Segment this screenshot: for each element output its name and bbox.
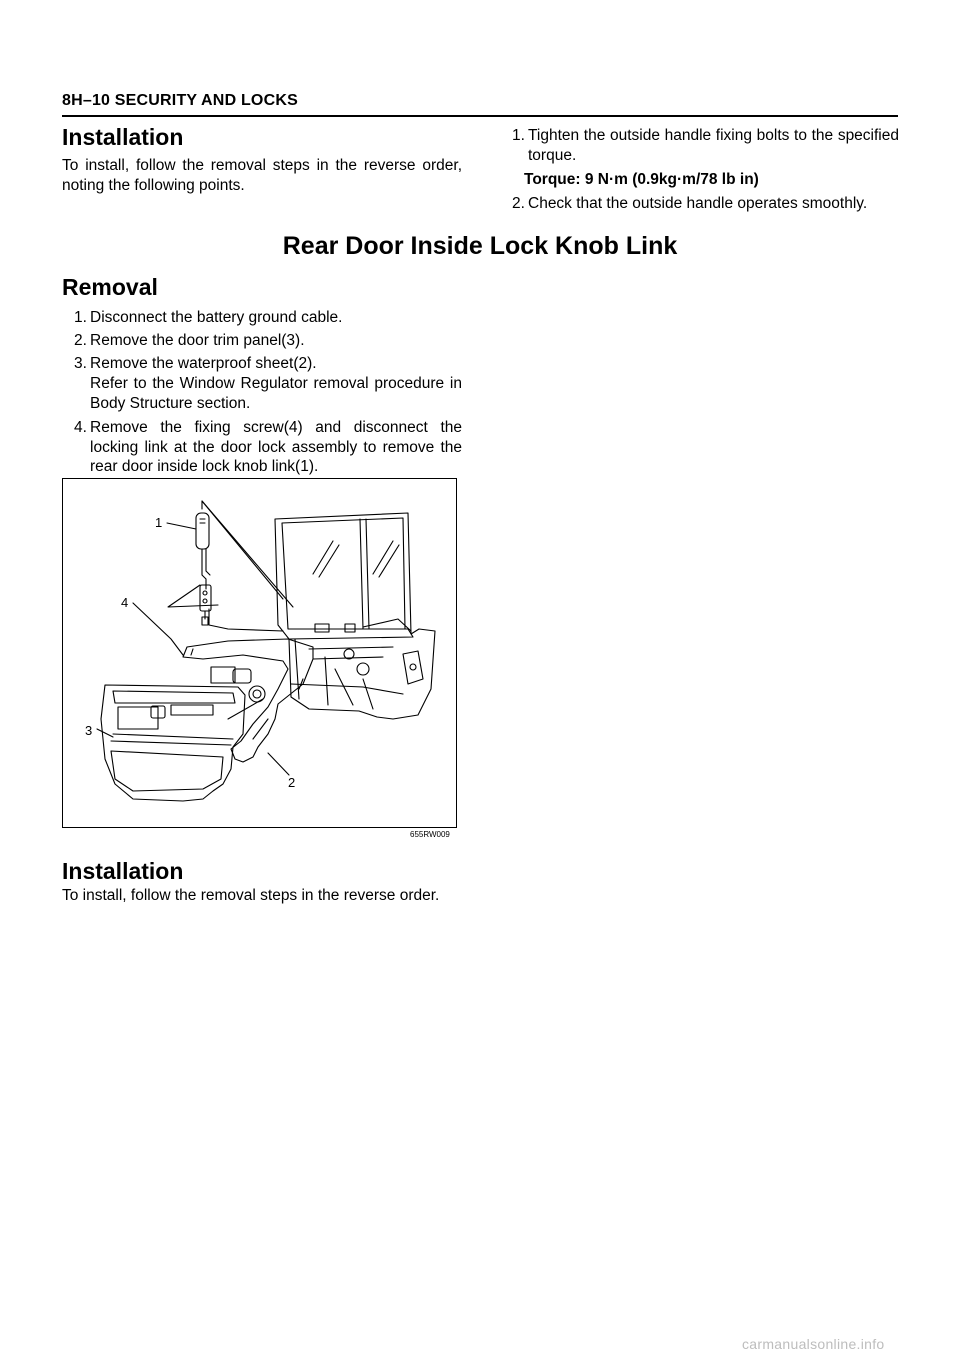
removal-step-3 <box>74 354 462 374</box>
torque-spec: Torque: 9 N·m (0.9kg·m/78 lb in) <box>524 171 759 188</box>
door-trim-panel <box>101 667 245 801</box>
door-diagram <box>63 479 456 827</box>
step-number: 3. <box>74 355 87 372</box>
removal-heading: Removal <box>62 274 158 300</box>
callout-2: 2 <box>288 775 296 790</box>
step-text: Check that the outside handle operates smoothly. <box>528 195 868 212</box>
installation-step-1 <box>512 126 899 166</box>
step-number: 1. <box>74 309 87 326</box>
step-number: 1. <box>512 127 525 144</box>
step-text: Remove the fixing screw(4) and disconnect the locking link at the door lock assembly to remove the rear door inside lock knob link(1). <box>90 419 462 475</box>
installation-step-2 <box>512 194 899 214</box>
removal-step-4 <box>74 418 462 478</box>
page-header: 8H–10 SECURITY AND LOCKS <box>62 92 298 109</box>
installation-heading-2: Installation <box>62 858 184 884</box>
figure-code: 655RW009 <box>410 830 450 839</box>
step-text: Remove the door trim panel(3). <box>90 332 305 349</box>
installation-heading-1: Installation <box>62 124 184 150</box>
step-number: 4. <box>74 419 87 436</box>
removal-step-2 <box>74 331 462 351</box>
step-text: Disconnect the battery ground cable. <box>90 309 343 326</box>
lock-knob-link <box>168 501 293 631</box>
step-number: 2. <box>74 332 87 349</box>
door-diagram-figure <box>62 478 457 828</box>
callout-4: 4 <box>121 595 129 610</box>
installation-intro: To install, follow the removal steps in the reverse order, noting the following points. <box>62 157 462 194</box>
removal-step-3-note: Refer to the Window Regulator removal procedure in Body Structure section. <box>90 375 462 412</box>
installation-text-2: To install, follow the removal steps in the reverse order. <box>62 887 440 904</box>
removal-step-1 <box>74 308 462 328</box>
step-text: Tighten the outside handle fixing bolts to the specified torque. <box>528 127 899 164</box>
page-title: Rear Door Inside Lock Knob Link <box>282 232 678 260</box>
step-text: Remove the waterproof sheet(2). <box>90 355 317 372</box>
header-rule <box>62 115 898 117</box>
step-number: 2. <box>512 195 525 212</box>
footer-watermark: carmanualsonline.info <box>742 1336 885 1352</box>
callout-3: 3 <box>85 723 93 738</box>
callout-1: 1 <box>155 515 163 530</box>
